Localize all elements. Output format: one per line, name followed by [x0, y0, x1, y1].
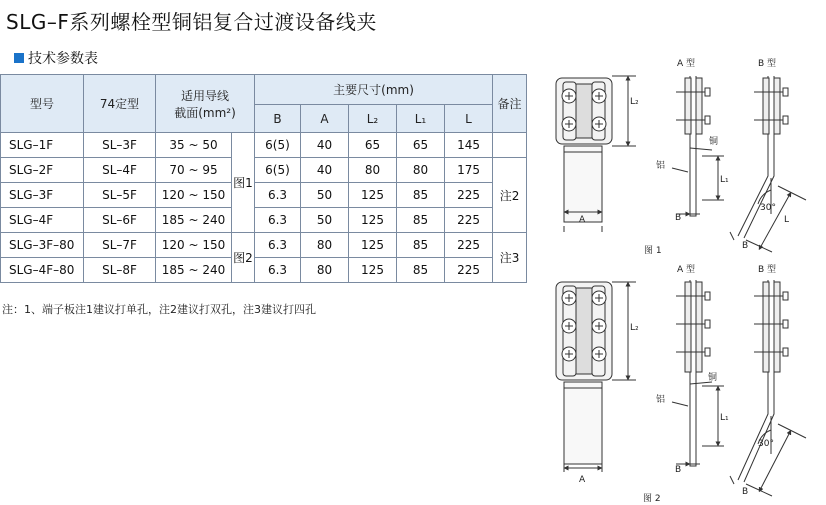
- fig2-angle: 30°: [758, 439, 774, 449]
- fig1-angle: 30°: [760, 203, 776, 213]
- cell-a: 80: [301, 233, 349, 258]
- cell-model: SLG–1F: [1, 133, 84, 158]
- fig1-caption: 图 1: [644, 246, 662, 256]
- fig2-caption: 图 2: [643, 494, 661, 504]
- fig2-dim-l1: L₁: [720, 413, 729, 423]
- cell-l2: 125: [349, 208, 397, 233]
- cell-section: 120 ~ 150: [156, 233, 232, 258]
- cell-a: 50: [301, 208, 349, 233]
- cell-a: 50: [301, 183, 349, 208]
- fig1-dim-l1: L₁: [720, 175, 729, 185]
- cell-l2: 125: [349, 258, 397, 283]
- fig1-front-view: [556, 76, 636, 232]
- cell-l2: 65: [349, 133, 397, 158]
- cell-a: 40: [301, 133, 349, 158]
- cell-a: 40: [301, 158, 349, 183]
- section-title: 技术参数表: [28, 51, 98, 67]
- cell-l: 225: [445, 233, 493, 258]
- subheader-a: A: [301, 105, 349, 133]
- cell-l1: 85: [397, 208, 445, 233]
- footnote: 注：1、端子板注1建议打单孔，注2建议打双孔，注3建议打四孔: [2, 303, 316, 316]
- cell-74: SL–3F: [84, 133, 156, 158]
- cell-l2: 80: [349, 158, 397, 183]
- cell-section: 35 ~ 50: [156, 133, 232, 158]
- header-section-line1: 适用导线: [180, 88, 229, 103]
- header-section-line2: 截面(mm²): [174, 105, 236, 120]
- cell-model: SLG–3F: [1, 183, 84, 208]
- fig1-dim-b-b: B: [742, 241, 749, 251]
- cell-fig1: 图1: [232, 133, 255, 233]
- cell-b: 6.3: [255, 258, 301, 283]
- fig1-dim-l2: L₂: [630, 97, 639, 107]
- cell-l1: 85: [397, 233, 445, 258]
- cell-74: SL–5F: [84, 183, 156, 208]
- subheader-b: B: [255, 105, 301, 133]
- fig2-label-copper: 铜: [708, 373, 718, 383]
- cell-l1: 85: [397, 258, 445, 283]
- cell-74: SL–7F: [84, 233, 156, 258]
- cell-a: 80: [301, 258, 349, 283]
- cell-l: 225: [445, 183, 493, 208]
- fig2-label-type-b: B 型: [758, 265, 777, 275]
- cell-l: 175: [445, 158, 493, 183]
- fig1-label-aluminum: 铝: [656, 161, 666, 171]
- cell-74: SL–6F: [84, 208, 156, 233]
- fig2-dim-b-a: B: [675, 465, 682, 475]
- fig2-type-b-view: [730, 280, 806, 496]
- cell-section: 120 ~ 150: [156, 183, 232, 208]
- cell-b: 6(5): [255, 133, 301, 158]
- subheader-l: L: [445, 105, 493, 133]
- cell-model: SLG–3F–80: [1, 233, 84, 258]
- cell-74: SL–8F: [84, 258, 156, 283]
- cell-l1: 65: [397, 133, 445, 158]
- cell-l: 225: [445, 258, 493, 283]
- fig2-front-view: [556, 282, 636, 472]
- cell-l: 225: [445, 208, 493, 233]
- cell-section: 70 ~ 95: [156, 158, 232, 183]
- cell-b: 6.3: [255, 208, 301, 233]
- cell-model: SLG–2F: [1, 158, 84, 183]
- cell-section: 185 ~ 240: [156, 258, 232, 283]
- fig2-label-aluminum: 铝: [656, 395, 666, 405]
- cell-model: SLG–4F: [1, 208, 84, 233]
- fig1-dim-l: L: [784, 215, 790, 225]
- cell-l2: 125: [349, 183, 397, 208]
- fig1-label-type-b: B 型: [758, 59, 777, 69]
- fig1-type-b-view: [730, 76, 806, 252]
- cell-l1: 85: [397, 183, 445, 208]
- cell-l: 145: [445, 133, 493, 158]
- cell-note3: 注3: [493, 233, 527, 283]
- header-note: 备注: [493, 75, 527, 133]
- fig1-label-copper: 铜: [709, 137, 719, 147]
- fig1-dim-a: A: [579, 215, 586, 225]
- fig1-dim-b-a: B: [675, 213, 682, 223]
- cell-l1: 80: [397, 158, 445, 183]
- page-title: SLG–F系列螺栓型铜铝复合过渡设备线夹: [6, 10, 377, 34]
- header-dims: 主要尺寸(mm): [255, 75, 493, 105]
- cell-section: 185 ~ 240: [156, 208, 232, 233]
- fig2-dim-l2: L₂: [630, 323, 639, 333]
- fig1-label-type-a: A 型: [677, 59, 696, 69]
- cell-l2: 125: [349, 233, 397, 258]
- fig2-label-type-a: A 型: [677, 265, 696, 275]
- cell-model: SLG–4F–80: [1, 258, 84, 283]
- header-74: 74定型: [84, 75, 156, 133]
- cell-note2: 注2: [493, 158, 527, 233]
- fig2-dim-b-b: B: [742, 487, 749, 497]
- subheader-l2: L₂: [349, 105, 397, 133]
- cell-b: 6(5): [255, 158, 301, 183]
- header-model: 型号: [1, 75, 84, 133]
- cell-74: SL–4F: [84, 158, 156, 183]
- cell-fig2: 图2: [232, 233, 255, 283]
- cell-b: 6.3: [255, 233, 301, 258]
- cell-b: 6.3: [255, 183, 301, 208]
- subheader-l1: L₁: [397, 105, 445, 133]
- fig2-dim-a: A: [579, 475, 586, 485]
